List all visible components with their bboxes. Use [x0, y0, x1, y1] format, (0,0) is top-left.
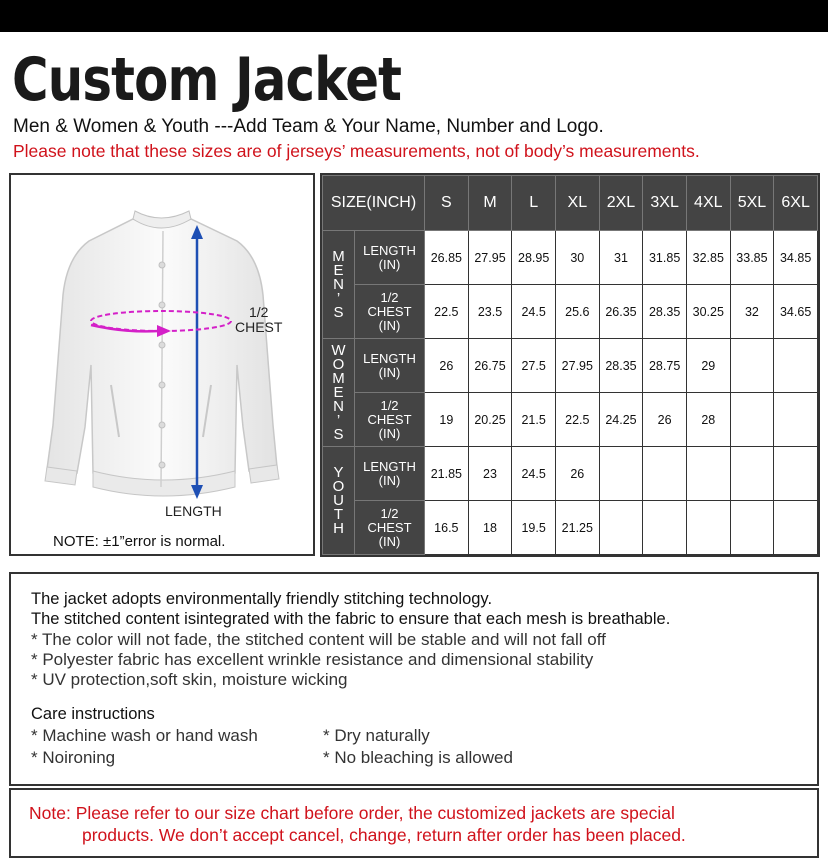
size-value-cell: 18 — [468, 501, 512, 555]
row-label: 1/2 CHEST (IN) — [355, 501, 425, 555]
size-value-cell: 21.25 — [555, 501, 599, 555]
jacket-illustration-panel — [9, 173, 315, 556]
size-value-cell: 19 — [425, 393, 469, 447]
group-label — [323, 231, 355, 339]
size-value-cell — [686, 501, 730, 555]
table-row — [323, 447, 818, 501]
size-value-cell: 32.85 — [686, 231, 730, 285]
size-value-cell: 21.85 — [425, 447, 469, 501]
group-letter: W — [331, 341, 346, 359]
chest-label: 1/2 CHEST — [235, 304, 283, 335]
size-value-cell: 27.95 — [555, 339, 599, 393]
size-value-cell: 22.5 — [555, 393, 599, 447]
group-letter: M — [332, 369, 345, 387]
length-label: LENGTH — [165, 503, 222, 519]
size-value-cell: 25.6 — [555, 285, 599, 339]
size-value-cell: 23.5 — [468, 285, 512, 339]
size-header-xl: XL — [555, 176, 599, 231]
care-item: * Machine wash or hand wash — [31, 726, 258, 745]
size-value-cell: 19.5 — [512, 501, 556, 555]
size-value-cell — [774, 447, 818, 501]
size-value-cell — [643, 447, 687, 501]
top-black-bar — [0, 0, 828, 32]
info-line-1: The jacket adopts environmentally friendly stitching technology. — [31, 590, 493, 608]
size-value-cell: 34.65 — [774, 285, 818, 339]
row-label: 1/2 CHEST (IN) — [355, 393, 425, 447]
group-label — [323, 339, 355, 447]
group-letter: O — [332, 477, 345, 495]
group-label — [323, 447, 355, 555]
row-label: LENGTH (IN) — [355, 447, 425, 501]
info-bullet: * The color will not fade, the stitched content will be stable and will not fall off — [31, 630, 606, 649]
table-row — [323, 231, 818, 285]
size-chart — [320, 173, 820, 557]
size-value-cell: 28.95 — [512, 231, 556, 285]
size-value-cell: 34.85 — [774, 231, 818, 285]
size-value-cell: 23 — [468, 447, 512, 501]
size-value-cell — [730, 447, 774, 501]
size-header-row — [323, 176, 818, 231]
size-value-cell: 33.85 — [730, 231, 774, 285]
size-value-cell — [730, 393, 774, 447]
size-value-cell — [643, 501, 687, 555]
size-value-cell: 20.25 — [468, 393, 512, 447]
size-value-cell: 31.85 — [643, 231, 687, 285]
size-value-cell: 31 — [599, 231, 643, 285]
size-value-cell: 29 — [686, 339, 730, 393]
row-label: LENGTH (IN) — [355, 339, 425, 393]
size-value-cell: 26.75 — [468, 339, 512, 393]
row-label: LENGTH (IN) — [355, 231, 425, 285]
group-letter: N — [333, 275, 344, 293]
size-value-cell: 27.95 — [468, 231, 512, 285]
group-letter: U — [333, 491, 344, 509]
size-value-cell — [774, 393, 818, 447]
order-note-line-1: Note: Please refer to our size chart before order, the customized jackets are special — [29, 803, 675, 823]
table-row — [323, 339, 818, 393]
row-label: 1/2 CHEST (IN) — [355, 285, 425, 339]
group-letter: S — [333, 425, 344, 443]
group-letter: E — [333, 383, 344, 401]
group-letter: M — [332, 247, 345, 265]
group-letter: E — [333, 261, 344, 279]
subtitle: Men & Women & Youth ---Add Team & Your Name, Number and Logo. — [13, 116, 604, 137]
measurement-note: Please note that these sizes are of jerseys’ measurements, not of body’s measurements. — [13, 141, 700, 161]
order-note-line-2: products. We don’t accept cancel, change, return after order has been placed. — [82, 825, 686, 845]
care-title: Care instructions — [31, 705, 155, 723]
size-value-cell — [686, 447, 730, 501]
info-bullet: * UV protection,soft skin, moisture wicking — [31, 670, 348, 689]
care-item: * No bleaching is allowed — [323, 748, 513, 767]
size-value-cell: 28.35 — [599, 339, 643, 393]
size-value-cell: 30.25 — [686, 285, 730, 339]
size-value-cell: 28.35 — [643, 285, 687, 339]
order-policy-note — [9, 788, 819, 858]
size-value-cell: 30 — [555, 231, 599, 285]
product-info-panel — [9, 572, 819, 786]
size-value-cell: 24.5 — [512, 285, 556, 339]
size-value-cell: 24.25 — [599, 393, 643, 447]
size-value-cell: 22.5 — [425, 285, 469, 339]
size-header-l: L — [512, 176, 556, 231]
size-value-cell: 26.85 — [425, 231, 469, 285]
info-bullet: * Polyester fabric has excellent wrinkle resistance and dimensional stability — [31, 650, 594, 669]
size-header-2xl: 2XL — [599, 176, 643, 231]
table-row — [323, 393, 818, 447]
group-letter: T — [333, 505, 344, 523]
size-header-5xl: 5XL — [730, 176, 774, 231]
size-header-6xl: 6XL — [774, 176, 818, 231]
care-item: * Dry naturally — [323, 726, 430, 745]
size-value-cell: 28 — [686, 393, 730, 447]
size-value-cell: 26 — [555, 447, 599, 501]
group-letter: ’ — [336, 289, 341, 307]
size-header-m: M — [468, 176, 512, 231]
group-letter: N — [333, 397, 344, 415]
size-value-cell — [599, 501, 643, 555]
size-value-cell: 26 — [643, 393, 687, 447]
group-letter: Y — [333, 463, 344, 481]
size-corner-label: SIZE(INCH) — [323, 176, 425, 231]
size-value-cell: 26 — [425, 339, 469, 393]
table-row — [323, 285, 818, 339]
size-value-cell: 16.5 — [425, 501, 469, 555]
size-header-4xl: 4XL — [686, 176, 730, 231]
size-value-cell: 26.35 — [599, 285, 643, 339]
info-line-2: The stitched content isintegrated with the fabric to ensure that each mesh is breathable. — [31, 610, 671, 628]
jacket-illustration — [11, 175, 313, 554]
size-value-cell — [774, 501, 818, 555]
size-value-cell: 21.5 — [512, 393, 556, 447]
group-letter: H — [333, 519, 344, 537]
error-note: NOTE: ±1”error is normal. — [53, 533, 226, 550]
group-letter: O — [332, 355, 345, 373]
size-value-cell — [730, 339, 774, 393]
page-title: Custom Jacket — [12, 45, 402, 115]
size-header-s: S — [425, 176, 469, 231]
group-letter: ’ — [336, 411, 341, 429]
care-item: * Noironing — [31, 748, 116, 767]
size-value-cell — [599, 447, 643, 501]
group-letter: S — [333, 303, 344, 321]
size-value-cell — [730, 501, 774, 555]
size-chart-table — [322, 175, 818, 555]
size-value-cell — [774, 339, 818, 393]
size-value-cell: 27.5 — [512, 339, 556, 393]
size-value-cell: 28.75 — [643, 339, 687, 393]
size-header-3xl: 3XL — [643, 176, 687, 231]
size-value-cell: 32 — [730, 285, 774, 339]
table-row — [323, 501, 818, 555]
size-value-cell: 24.5 — [512, 447, 556, 501]
